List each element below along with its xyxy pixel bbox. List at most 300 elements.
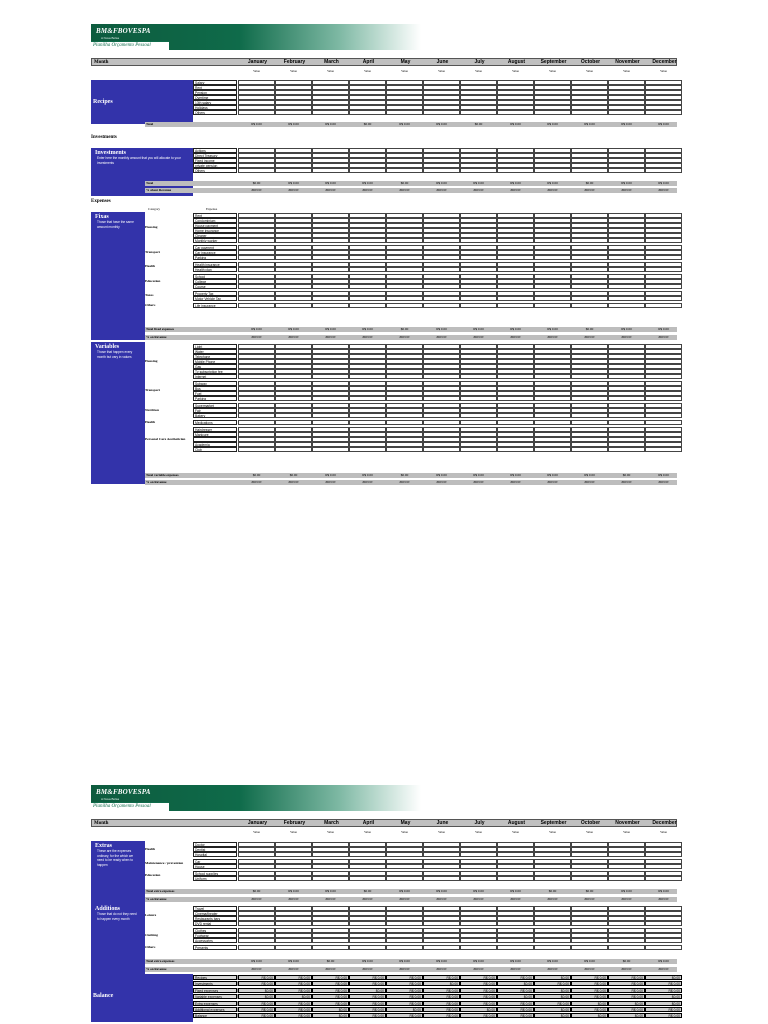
value-input[interactable] bbox=[608, 938, 645, 943]
value-input[interactable] bbox=[423, 864, 460, 869]
value-input[interactable] bbox=[645, 267, 682, 272]
value-input[interactable] bbox=[460, 876, 497, 881]
value-input[interactable] bbox=[497, 267, 534, 272]
balance-value: R$ 0.00 bbox=[645, 988, 682, 993]
total-value: #DIV/0! bbox=[547, 188, 558, 192]
total-value: $0.00 bbox=[585, 181, 594, 185]
value-input[interactable] bbox=[423, 255, 460, 260]
value-input[interactable] bbox=[497, 296, 534, 301]
value-input[interactable] bbox=[275, 238, 312, 243]
value-input[interactable] bbox=[349, 255, 386, 260]
value-input[interactable] bbox=[275, 374, 312, 379]
value-input[interactable] bbox=[645, 938, 682, 943]
value-input[interactable] bbox=[349, 110, 386, 115]
value-input[interactable] bbox=[238, 864, 275, 869]
month-january: January bbox=[247, 59, 268, 65]
value-input[interactable] bbox=[608, 110, 645, 115]
total-value: #DIV/0! bbox=[399, 335, 410, 339]
value-input[interactable] bbox=[460, 374, 497, 379]
balance-value: $0.00 bbox=[534, 1007, 571, 1012]
value-input[interactable] bbox=[497, 938, 534, 943]
value-input[interactable] bbox=[497, 374, 534, 379]
value-input[interactable] bbox=[349, 238, 386, 243]
value-input[interactable] bbox=[275, 864, 312, 869]
value-input[interactable] bbox=[460, 852, 497, 857]
value-input[interactable] bbox=[497, 255, 534, 260]
value-input[interactable] bbox=[386, 284, 423, 289]
value-input[interactable] bbox=[497, 921, 534, 926]
value-input[interactable] bbox=[312, 255, 349, 260]
total-value: #DIV/0! bbox=[621, 188, 632, 192]
value-input[interactable] bbox=[238, 447, 275, 452]
row-label: Accessories bbox=[193, 938, 237, 943]
value-input[interactable] bbox=[460, 303, 497, 308]
value-input[interactable] bbox=[608, 374, 645, 379]
balance-value: R$ 0.00 bbox=[460, 975, 497, 980]
value-input[interactable] bbox=[238, 267, 275, 272]
balance-value: R$ 0.00 bbox=[386, 1001, 423, 1006]
value-input[interactable] bbox=[534, 267, 571, 272]
value-input[interactable] bbox=[386, 420, 423, 425]
value-input[interactable] bbox=[534, 296, 571, 301]
value-input[interactable] bbox=[497, 238, 534, 243]
value-input[interactable] bbox=[238, 420, 275, 425]
balance-value: R$ 0.00 bbox=[423, 1001, 460, 1006]
balance-row-label: Variable expenses bbox=[193, 994, 237, 999]
logo-subtitle: A Nova Bolsa bbox=[101, 36, 120, 40]
value-input[interactable] bbox=[645, 852, 682, 857]
value-input[interactable] bbox=[571, 938, 608, 943]
row-label: School bbox=[193, 274, 237, 279]
value-input[interactable] bbox=[460, 296, 497, 301]
value-input[interactable] bbox=[571, 420, 608, 425]
value-input[interactable] bbox=[349, 876, 386, 881]
value-input[interactable] bbox=[423, 852, 460, 857]
value-input[interactable] bbox=[460, 945, 497, 950]
value-input[interactable] bbox=[608, 284, 645, 289]
value-input[interactable] bbox=[608, 267, 645, 272]
value-input[interactable] bbox=[386, 864, 423, 869]
total-value: R$ 0.00 bbox=[288, 959, 299, 963]
value-input[interactable] bbox=[275, 267, 312, 272]
value-input[interactable] bbox=[534, 852, 571, 857]
value-input[interactable] bbox=[386, 168, 423, 173]
balance-value: R$ 0.00 bbox=[423, 994, 460, 999]
value-input[interactable] bbox=[349, 303, 386, 308]
value-input[interactable] bbox=[460, 447, 497, 452]
value-input[interactable] bbox=[497, 303, 534, 308]
total-value: #DIV/0! bbox=[436, 188, 447, 192]
value-input[interactable] bbox=[275, 945, 312, 950]
value-input[interactable] bbox=[460, 938, 497, 943]
total-value: #DIV/0! bbox=[251, 335, 262, 339]
value-input[interactable] bbox=[497, 110, 534, 115]
row-label: private pension bbox=[193, 163, 237, 168]
total-value: #DIV/0! bbox=[621, 480, 632, 484]
value-input[interactable] bbox=[275, 921, 312, 926]
value-input[interactable] bbox=[534, 938, 571, 943]
value-input[interactable] bbox=[460, 110, 497, 115]
value-input[interactable] bbox=[349, 396, 386, 401]
value-input[interactable] bbox=[497, 945, 534, 950]
value-input[interactable] bbox=[312, 852, 349, 857]
value-input[interactable] bbox=[571, 296, 608, 301]
value-input[interactable] bbox=[608, 864, 645, 869]
value-input[interactable] bbox=[571, 238, 608, 243]
value-header: Value bbox=[660, 830, 667, 834]
value-input[interactable] bbox=[534, 921, 571, 926]
value-input[interactable] bbox=[312, 876, 349, 881]
total-value: $0.00 bbox=[622, 959, 631, 963]
value-input[interactable] bbox=[571, 876, 608, 881]
value-input[interactable] bbox=[275, 938, 312, 943]
balance-value: R$ 0.00 bbox=[645, 981, 682, 986]
value-input[interactable] bbox=[423, 303, 460, 308]
value-input[interactable] bbox=[571, 284, 608, 289]
value-input[interactable] bbox=[238, 413, 275, 418]
value-input[interactable] bbox=[275, 303, 312, 308]
value-input[interactable] bbox=[312, 303, 349, 308]
row-label: Parking bbox=[193, 255, 237, 260]
value-input[interactable] bbox=[238, 303, 275, 308]
value-input[interactable] bbox=[386, 938, 423, 943]
value-input[interactable] bbox=[497, 876, 534, 881]
value-input[interactable] bbox=[238, 284, 275, 289]
value-input[interactable] bbox=[608, 238, 645, 243]
total-value: #DIV/0! bbox=[288, 188, 299, 192]
value-input[interactable] bbox=[238, 255, 275, 260]
row-label: Subway bbox=[193, 381, 237, 386]
total-value: #DIV/0! bbox=[251, 188, 262, 192]
value-input[interactable] bbox=[571, 303, 608, 308]
value-input[interactable] bbox=[460, 255, 497, 260]
balance-value: R$ 0.00 bbox=[386, 1013, 423, 1018]
expenses-section-title: Expenses bbox=[91, 199, 111, 204]
value-input[interactable] bbox=[238, 110, 275, 115]
total-value: #DIV/0! bbox=[399, 480, 410, 484]
value-input[interactable] bbox=[645, 303, 682, 308]
value-input[interactable] bbox=[497, 852, 534, 857]
value-input[interactable] bbox=[349, 374, 386, 379]
value-input[interactable] bbox=[534, 420, 571, 425]
value-input[interactable] bbox=[349, 938, 386, 943]
total-label: % about Revenue bbox=[146, 188, 172, 192]
value-input[interactable] bbox=[534, 413, 571, 418]
value-input[interactable] bbox=[275, 110, 312, 115]
value-input[interactable] bbox=[312, 447, 349, 452]
value-input[interactable] bbox=[571, 945, 608, 950]
value-input[interactable] bbox=[497, 284, 534, 289]
balance-value: R$ 0.00 bbox=[497, 1001, 534, 1006]
value-input[interactable] bbox=[386, 876, 423, 881]
value-input[interactable] bbox=[571, 852, 608, 857]
section-description: Those that have the same amount monthly bbox=[97, 220, 134, 229]
value-input[interactable] bbox=[423, 396, 460, 401]
value-input[interactable] bbox=[349, 864, 386, 869]
value-input[interactable] bbox=[423, 284, 460, 289]
total-value: #DIV/0! bbox=[510, 897, 521, 901]
category-label: Transport bbox=[145, 388, 161, 392]
total-label: Total bbox=[146, 181, 154, 185]
value-input[interactable] bbox=[275, 447, 312, 452]
value-input[interactable] bbox=[497, 396, 534, 401]
row-label: Travel bbox=[193, 906, 237, 911]
value-input[interactable] bbox=[571, 267, 608, 272]
value-input[interactable] bbox=[460, 238, 497, 243]
balance-value: $0.00 bbox=[608, 1013, 645, 1018]
value-input[interactable] bbox=[275, 255, 312, 260]
value-input[interactable] bbox=[423, 420, 460, 425]
value-input[interactable] bbox=[645, 420, 682, 425]
value-input[interactable] bbox=[423, 374, 460, 379]
category-label: Health bbox=[145, 846, 156, 851]
value-input[interactable] bbox=[275, 296, 312, 301]
value-input[interactable] bbox=[275, 168, 312, 173]
value-input[interactable] bbox=[534, 110, 571, 115]
value-input[interactable] bbox=[534, 876, 571, 881]
value-input[interactable] bbox=[423, 938, 460, 943]
value-input[interactable] bbox=[386, 447, 423, 452]
value-header: Value bbox=[586, 830, 593, 834]
value-input[interactable] bbox=[349, 296, 386, 301]
value-input[interactable] bbox=[608, 420, 645, 425]
value-input[interactable] bbox=[312, 284, 349, 289]
balance-row bbox=[193, 1007, 680, 1012]
category-label: Taxes bbox=[145, 293, 154, 297]
value-input[interactable] bbox=[275, 852, 312, 857]
value-input[interactable] bbox=[497, 420, 534, 425]
value-input[interactable] bbox=[312, 864, 349, 869]
value-input[interactable] bbox=[423, 110, 460, 115]
total-value: #DIV/0! bbox=[658, 480, 669, 484]
category-label: Transport bbox=[145, 249, 161, 254]
value-input[interactable] bbox=[645, 284, 682, 289]
value-input[interactable] bbox=[238, 945, 275, 950]
value-input[interactable] bbox=[460, 267, 497, 272]
value-input[interactable] bbox=[238, 238, 275, 243]
total-value: #DIV/0! bbox=[362, 335, 373, 339]
value-input[interactable] bbox=[571, 864, 608, 869]
value-input[interactable] bbox=[497, 168, 534, 173]
value-input[interactable] bbox=[608, 255, 645, 260]
value-input[interactable] bbox=[460, 396, 497, 401]
value-input[interactable] bbox=[238, 396, 275, 401]
value-input[interactable] bbox=[571, 374, 608, 379]
value-input[interactable] bbox=[645, 864, 682, 869]
value-input[interactable] bbox=[608, 396, 645, 401]
value-input[interactable] bbox=[645, 396, 682, 401]
value-input[interactable] bbox=[423, 447, 460, 452]
value-input[interactable] bbox=[349, 945, 386, 950]
value-input[interactable] bbox=[275, 420, 312, 425]
value-input[interactable] bbox=[460, 284, 497, 289]
value-input[interactable] bbox=[349, 284, 386, 289]
value-input[interactable] bbox=[571, 921, 608, 926]
balance-value: $0.00 bbox=[497, 981, 534, 986]
value-input[interactable] bbox=[386, 238, 423, 243]
value-input[interactable] bbox=[645, 296, 682, 301]
value-input[interactable] bbox=[608, 413, 645, 418]
value-input[interactable] bbox=[645, 374, 682, 379]
value-input[interactable] bbox=[238, 168, 275, 173]
month-june: June bbox=[436, 59, 449, 65]
value-input[interactable] bbox=[349, 420, 386, 425]
value-input[interactable] bbox=[349, 447, 386, 452]
value-input[interactable] bbox=[312, 374, 349, 379]
balance-value: R$ 0.00 bbox=[571, 1007, 608, 1012]
value-input[interactable] bbox=[460, 921, 497, 926]
value-input[interactable] bbox=[238, 938, 275, 943]
value-input[interactable] bbox=[275, 396, 312, 401]
value-input[interactable] bbox=[645, 921, 682, 926]
value-input[interactable] bbox=[608, 945, 645, 950]
value-input[interactable] bbox=[608, 168, 645, 173]
value-input[interactable] bbox=[645, 413, 682, 418]
value-input[interactable] bbox=[349, 852, 386, 857]
value-input[interactable] bbox=[645, 447, 682, 452]
value-input[interactable] bbox=[386, 374, 423, 379]
value-input[interactable] bbox=[534, 284, 571, 289]
value-input[interactable] bbox=[497, 864, 534, 869]
value-input[interactable] bbox=[275, 413, 312, 418]
value-input[interactable] bbox=[534, 303, 571, 308]
value-input[interactable] bbox=[608, 876, 645, 881]
value-input[interactable] bbox=[460, 420, 497, 425]
value-input[interactable] bbox=[312, 238, 349, 243]
value-input[interactable] bbox=[386, 110, 423, 115]
investments-pct bbox=[145, 188, 677, 193]
value-input[interactable] bbox=[608, 447, 645, 452]
total-value: R$ 0.00 bbox=[325, 327, 336, 331]
value-input[interactable] bbox=[645, 255, 682, 260]
value-input[interactable] bbox=[534, 864, 571, 869]
value-input[interactable] bbox=[312, 267, 349, 272]
value-input[interactable] bbox=[349, 921, 386, 926]
value-input[interactable] bbox=[497, 447, 534, 452]
value-header: Value bbox=[475, 830, 482, 834]
value-input[interactable] bbox=[534, 374, 571, 379]
value-input[interactable] bbox=[571, 396, 608, 401]
value-input[interactable] bbox=[460, 864, 497, 869]
value-input[interactable] bbox=[423, 238, 460, 243]
value-input[interactable] bbox=[386, 945, 423, 950]
value-input[interactable] bbox=[312, 945, 349, 950]
value-input[interactable] bbox=[645, 876, 682, 881]
value-input[interactable] bbox=[386, 921, 423, 926]
value-input[interactable] bbox=[312, 420, 349, 425]
row-label: Actions bbox=[193, 148, 237, 153]
balance-value: $0.00 bbox=[534, 1013, 571, 1018]
value-input[interactable] bbox=[534, 945, 571, 950]
value-input[interactable] bbox=[238, 374, 275, 379]
total-value: R$ 0.00 bbox=[658, 473, 669, 477]
value-input[interactable] bbox=[534, 238, 571, 243]
value-input[interactable] bbox=[608, 852, 645, 857]
value-input[interactable] bbox=[460, 413, 497, 418]
value-input[interactable] bbox=[534, 255, 571, 260]
investments-section-title: Investments bbox=[91, 135, 117, 140]
value-input[interactable] bbox=[571, 110, 608, 115]
value-input[interactable] bbox=[645, 945, 682, 950]
row-label: Academia bbox=[193, 442, 237, 447]
value-input[interactable] bbox=[645, 168, 682, 173]
value-input[interactable] bbox=[534, 447, 571, 452]
value-input[interactable] bbox=[497, 413, 534, 418]
total-value: R$ 0.00 bbox=[584, 473, 595, 477]
value-input[interactable] bbox=[312, 296, 349, 301]
balance-row bbox=[193, 975, 680, 980]
value-input[interactable] bbox=[238, 296, 275, 301]
value-input[interactable] bbox=[423, 413, 460, 418]
month-june: June bbox=[436, 820, 449, 826]
value-input[interactable] bbox=[238, 921, 275, 926]
value-input[interactable] bbox=[386, 413, 423, 418]
value-input[interactable] bbox=[423, 945, 460, 950]
value-input[interactable] bbox=[312, 396, 349, 401]
value-input[interactable] bbox=[608, 303, 645, 308]
value-input[interactable] bbox=[312, 110, 349, 115]
value-header: Value bbox=[512, 830, 519, 834]
value-input[interactable] bbox=[238, 852, 275, 857]
row-label: Manicure bbox=[193, 432, 237, 437]
value-input[interactable] bbox=[386, 255, 423, 260]
value-input[interactable] bbox=[534, 168, 571, 173]
total-value: #DIV/0! bbox=[399, 188, 410, 192]
value-input[interactable] bbox=[423, 267, 460, 272]
value-input[interactable] bbox=[238, 876, 275, 881]
value-input[interactable] bbox=[423, 876, 460, 881]
value-input[interactable] bbox=[534, 396, 571, 401]
value-input[interactable] bbox=[423, 921, 460, 926]
value-input[interactable] bbox=[312, 168, 349, 173]
value-input[interactable] bbox=[645, 110, 682, 115]
value-input[interactable] bbox=[571, 168, 608, 173]
value-input[interactable] bbox=[608, 921, 645, 926]
value-input[interactable] bbox=[571, 255, 608, 260]
value-input[interactable] bbox=[645, 238, 682, 243]
value-input[interactable] bbox=[349, 413, 386, 418]
value-input[interactable] bbox=[423, 296, 460, 301]
total-value: #DIV/0! bbox=[658, 967, 669, 971]
row-expense bbox=[193, 413, 677, 418]
value-input[interactable] bbox=[571, 447, 608, 452]
value-input[interactable] bbox=[608, 296, 645, 301]
value-input[interactable] bbox=[349, 267, 386, 272]
value-input[interactable] bbox=[386, 303, 423, 308]
value-input[interactable] bbox=[423, 168, 460, 173]
balance-value: R$ 0.00 bbox=[423, 988, 460, 993]
total-value: #DIV/0! bbox=[325, 335, 336, 339]
value-input[interactable] bbox=[386, 296, 423, 301]
value-input[interactable] bbox=[349, 168, 386, 173]
total-value: #DIV/0! bbox=[510, 188, 521, 192]
balance-value: R$ 0.00 bbox=[608, 994, 645, 999]
total-value: #DIV/0! bbox=[473, 897, 484, 901]
value-input[interactable] bbox=[386, 852, 423, 857]
value-input[interactable] bbox=[386, 267, 423, 272]
value-input[interactable] bbox=[571, 413, 608, 418]
value-input[interactable] bbox=[312, 921, 349, 926]
month-july: July bbox=[474, 59, 485, 65]
value-input[interactable] bbox=[275, 876, 312, 881]
value-input[interactable] bbox=[460, 168, 497, 173]
row-label: Doctor bbox=[193, 842, 237, 847]
value-input[interactable] bbox=[312, 938, 349, 943]
value-input[interactable] bbox=[386, 396, 423, 401]
value-input[interactable] bbox=[312, 413, 349, 418]
value-input[interactable] bbox=[275, 284, 312, 289]
total-value: R$ 0.00 bbox=[473, 889, 484, 893]
